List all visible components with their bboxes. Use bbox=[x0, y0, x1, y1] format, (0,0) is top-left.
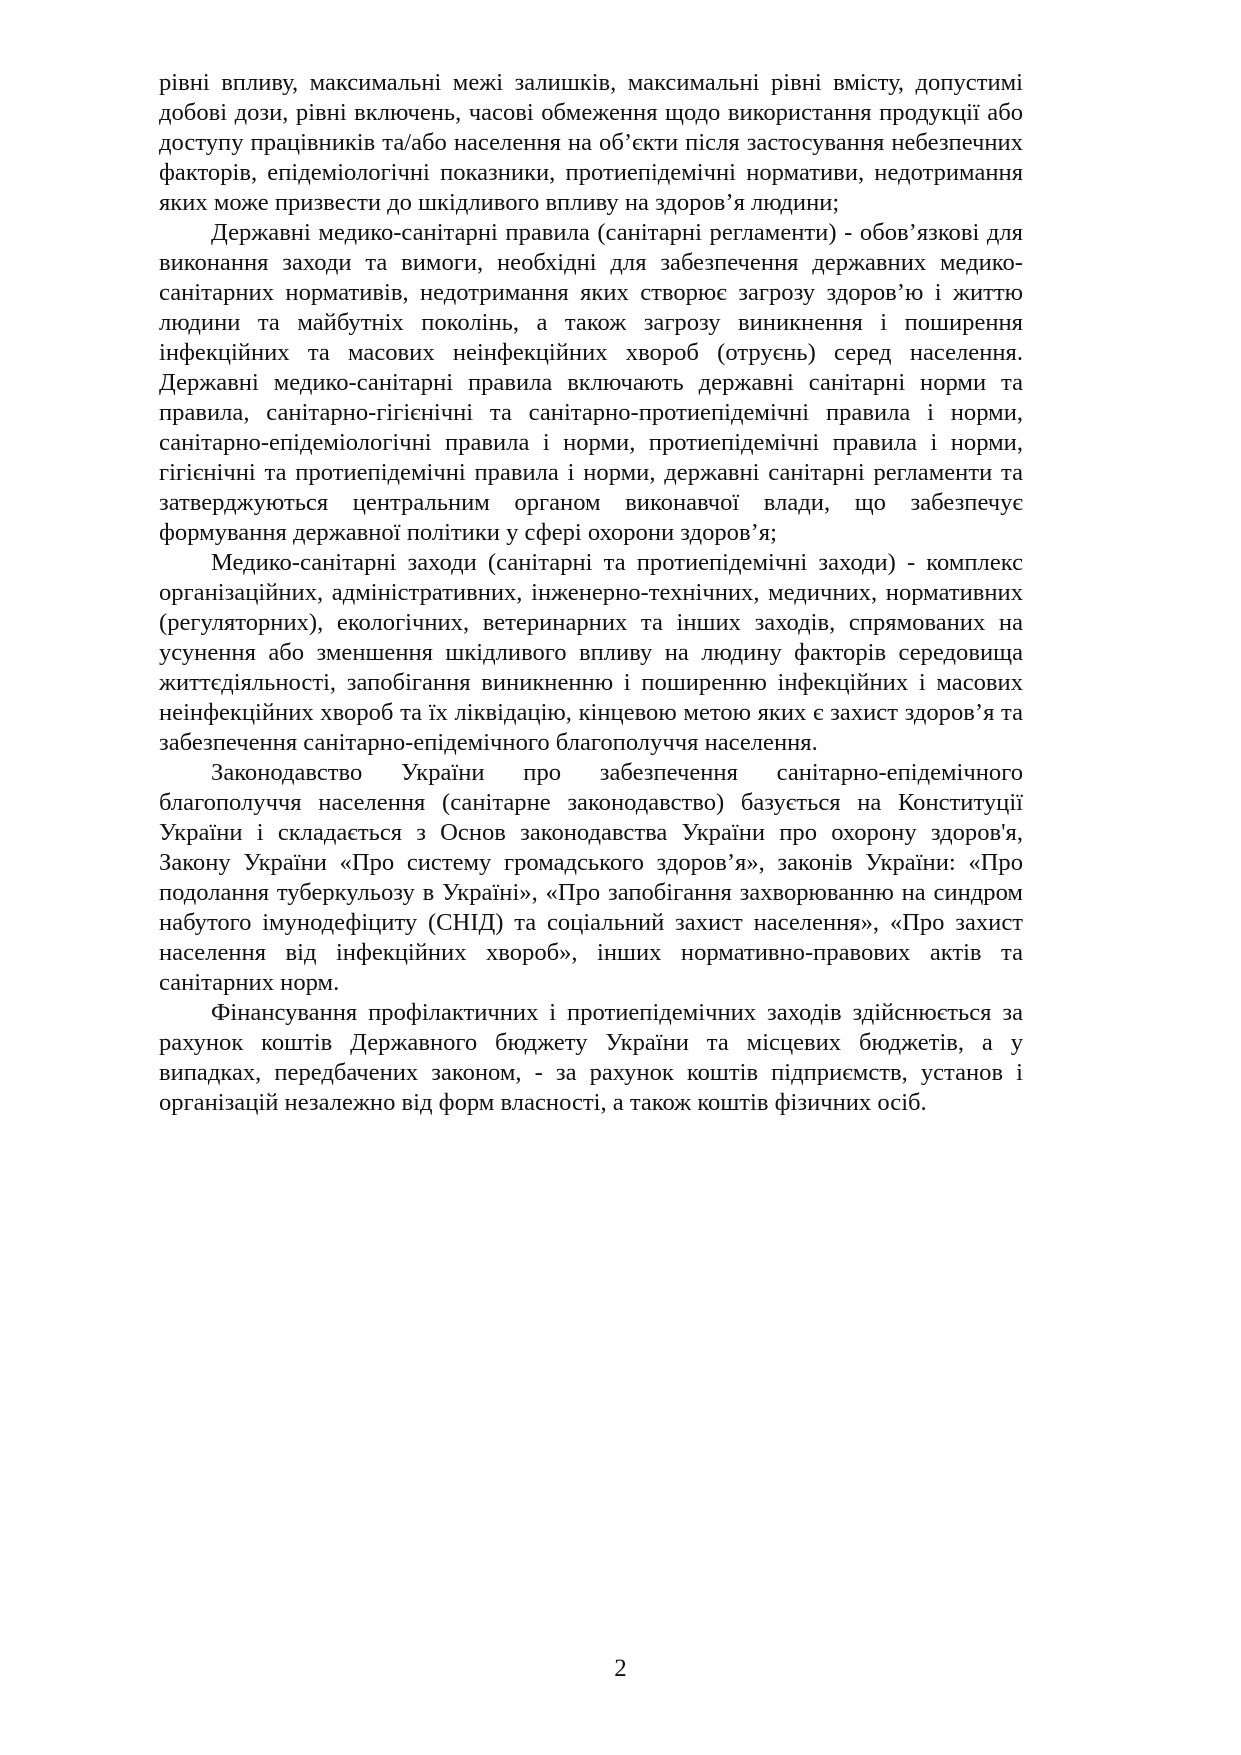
page-number: 2 bbox=[614, 1655, 627, 1682]
paragraph-sanitary-rules: Державні медико-санітарні правила (санітарні регламенти) - обов’язкові для виконання заходи та вимоги, необхідні для забезпечення державних медико-санітарних нормативів, недотримання яких створює загрозу здоров’ю і життю людини та майбутніх поколінь, а також загрозу виникнення і поширення інфекційних та масових неінфекційних хвороб (отруєнь) серед населення. Державні медико-санітарні правила включають державні санітарні норми та правила, санітарно-гігієнічні та санітарно-протиепідемічні правила і норми, санітарно-епідеміологічні правила і норми, протиепідемічні правила і норми, гігієнічні та протиепідемічні правила і норми, державні санітарні регламенти та затверджуються центральним органом виконавчої влади, що забезпечує формування державної політики у сфері охорони здоров’я; bbox=[159, 219, 1023, 546]
paragraph-financing: Фінансування профілактичних і протиепідемічних заходів здійснюється за рахунок коштів Державного бюджету України та місцевих бюджетів, а у випадках, передбачених законом, - за рахунок коштів підприємств, установ і організацій незалежно від форм власності, а також коштів фізичних осіб. bbox=[159, 999, 1023, 1116]
paragraph-legislation: Законодавство України про забезпечення санітарно-епідемічного благополуччя населення (санітарне законодавство) базується на Конституції України і складається з Основ законодавства України про охорону здоров'я, Закону України «Про систему громадського здоров’я», законів України: «Про подолання туберкульозу в Україні», «Про запобігання захворюванню на синдром набутого імунодефіциту (СНІД) та соціальний захист населення», «Про захист населення від інфекційних хвороб», інших нормативно-правових актів та санітарних норм. bbox=[159, 759, 1023, 996]
paragraph-sanitary-measures: Медико-санітарні заходи (санітарні та протиепідемічні заходи) - комплекс організаційних, адміністративних, інженерно-технічних, медичних, нормативних (регуляторних), екологічних, ветеринарних та інших заходів, спрямованих на усунення або зменшення шкідливого впливу на людину факторів середовища життєдіяльності, запобігання виникненню і поширенню інфекційних і масових неінфекційних хвороб та їх ліквідацію, кінцевою метою яких є захист здоров’я та забезпечення санітарно-епідемічного благополуччя населення. bbox=[159, 549, 1023, 756]
paragraph-continuation: рівні впливу, максимальні межі залишків, максимальні рівні вмісту, допустимі добові дози, рівні включень, часові обмеження щодо використання продукції або доступу працівників та/або населення на об’єкти після застосування небезпечних факторів, епідеміологічні показники, протиепідемічні нормативи, недотримання яких може призвести до шкідливого впливу на здоров’я людини; bbox=[159, 69, 1023, 216]
document-body bbox=[159, 68, 1023, 1118]
